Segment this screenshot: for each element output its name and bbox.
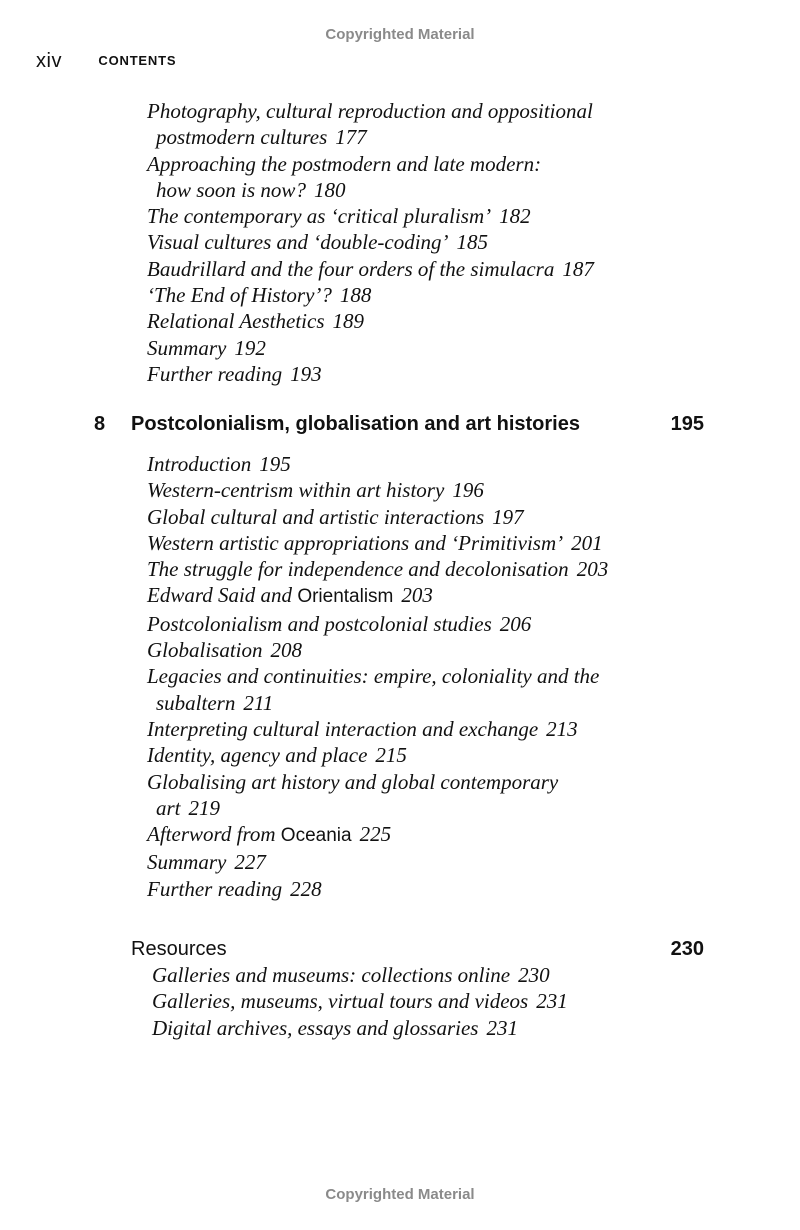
entry-page: 201 xyxy=(571,530,603,555)
entry-page: 197 xyxy=(492,504,524,529)
entry-text: Edward Said and xyxy=(147,583,298,608)
toc-entry xyxy=(147,769,707,822)
entry-text: Western-centrism within art history xyxy=(147,478,445,503)
entry-text: Further reading xyxy=(147,361,283,386)
toc-entry xyxy=(147,282,707,308)
entry-page: 208 xyxy=(270,638,303,663)
entry-page: 231 xyxy=(536,989,568,1014)
entry-text: Further reading xyxy=(147,876,283,901)
entry-text: Visual cultures and ‘double-coding’ xyxy=(147,230,449,255)
entry-text: Summary xyxy=(147,850,227,875)
entry-page: 193 xyxy=(290,361,322,386)
entry-page: 192 xyxy=(234,335,266,360)
toc-entry xyxy=(147,849,707,875)
chapter-page: 195 xyxy=(670,413,704,435)
toc-entry xyxy=(147,256,707,282)
resources-heading xyxy=(94,938,704,964)
entry-text: Interpreting cultural interaction and exchange xyxy=(147,716,539,741)
entry-page: 211 xyxy=(243,690,274,715)
toc-entry xyxy=(152,1015,712,1041)
toc-entry xyxy=(147,504,707,530)
entry-page: 185 xyxy=(456,230,489,255)
entry-text: Relational Aesthetics xyxy=(147,309,325,334)
toc-entry xyxy=(147,530,707,556)
entry-page: 182 xyxy=(499,204,531,229)
entry-text: Postcolonialism and postcolonial studies xyxy=(147,611,492,636)
running-title: CONTENTS xyxy=(98,53,177,68)
entry-text: Galleries and museums: collections online xyxy=(152,963,511,987)
entry-page: 230 xyxy=(518,963,550,987)
entry-page: 225 xyxy=(359,822,392,847)
entry-text: Galleries, museums, virtual tours and videos xyxy=(152,989,529,1014)
toc-entry xyxy=(147,151,707,204)
entry-page: 215 xyxy=(375,743,407,768)
entry-text: Identity, agency and place xyxy=(147,743,368,768)
entry-page: 195 xyxy=(259,452,291,476)
entry-text: Legacies and continuities: empire, coloniality and the subaltern xyxy=(147,664,600,715)
entry-text: Summary xyxy=(147,335,227,360)
copyright-watermark-top: Copyrighted Material xyxy=(325,26,475,43)
toc-entry xyxy=(147,611,707,637)
toc-entry xyxy=(147,361,707,387)
toc-entry xyxy=(147,556,707,582)
entry-text: Globalising art history and global contemporary art xyxy=(147,769,559,820)
entry-title-roman: Oceania xyxy=(280,825,352,847)
copyright-watermark-bottom: Copyrighted Material xyxy=(325,1186,475,1203)
toc-entry xyxy=(152,988,712,1014)
toc-entry xyxy=(147,742,707,768)
toc-entry xyxy=(147,451,707,477)
toc-entry xyxy=(147,229,707,255)
entry-text: The contemporary as ‘critical pluralism’ xyxy=(147,204,492,229)
entry-text: Afterword from xyxy=(147,822,281,847)
toc-entry xyxy=(147,637,707,663)
chapter-8-heading xyxy=(94,413,704,439)
toc-entry xyxy=(152,962,712,988)
entry-text: Digital archives, essays and glossaries xyxy=(152,1015,479,1040)
toc-entry xyxy=(147,821,707,849)
entry-page: 177 xyxy=(335,125,367,150)
toc-entry xyxy=(147,582,707,610)
chapter-8-entries xyxy=(147,451,707,902)
running-head xyxy=(36,50,176,73)
toc-entry xyxy=(147,663,707,716)
entry-text: Photography, cultural reproduction and oppositional postmodern cultures xyxy=(147,99,593,150)
entry-text: The struggle for independence and decolonisation xyxy=(147,557,569,582)
toc-entry xyxy=(147,203,707,229)
entry-page: 196 xyxy=(452,478,484,503)
entry-text: Baudrillard and the four orders of the simulacra xyxy=(147,256,555,281)
entry-text: Global cultural and artistic interactions xyxy=(147,504,485,529)
chapter-number: 8 xyxy=(94,413,106,435)
entry-page: 203 xyxy=(401,583,433,608)
resources-entries xyxy=(152,962,712,1041)
toc-entry xyxy=(147,477,707,503)
toc-entry xyxy=(147,876,707,902)
entry-page: 189 xyxy=(332,309,364,334)
entry-text: Approaching the postmodern and late modern: how soon is now? xyxy=(147,151,542,202)
entry-page: 203 xyxy=(576,557,609,582)
entry-title-roman: Orientalism xyxy=(297,586,394,608)
resources-page: 230 xyxy=(670,938,704,960)
entry-text: Introduction xyxy=(147,452,252,476)
continued-section-entries xyxy=(147,98,707,387)
toc-entry xyxy=(147,716,707,742)
toc-entry xyxy=(147,308,707,334)
entry-page: 206 xyxy=(499,611,532,636)
toc-entry xyxy=(147,98,707,151)
entry-page: 188 xyxy=(339,283,372,308)
entry-page: 228 xyxy=(290,876,322,901)
entry-page: 187 xyxy=(562,256,594,281)
entry-page: 231 xyxy=(486,1015,518,1040)
chapter-title: Postcolonialism, globalisation and art histories xyxy=(131,413,580,435)
entry-page: 213 xyxy=(546,716,578,741)
entry-text: Western artistic appropriations and ‘Primitivism’ xyxy=(147,530,564,555)
entry-text: ‘The End of History’? xyxy=(147,283,332,308)
entry-page: 227 xyxy=(234,850,266,875)
toc-entry xyxy=(147,335,707,361)
page-folio: xiv xyxy=(36,50,62,72)
entry-text: Globalisation xyxy=(147,638,263,663)
entry-page: 180 xyxy=(313,177,346,202)
resources-title: Resources xyxy=(131,938,227,960)
entry-page: 219 xyxy=(188,795,221,820)
